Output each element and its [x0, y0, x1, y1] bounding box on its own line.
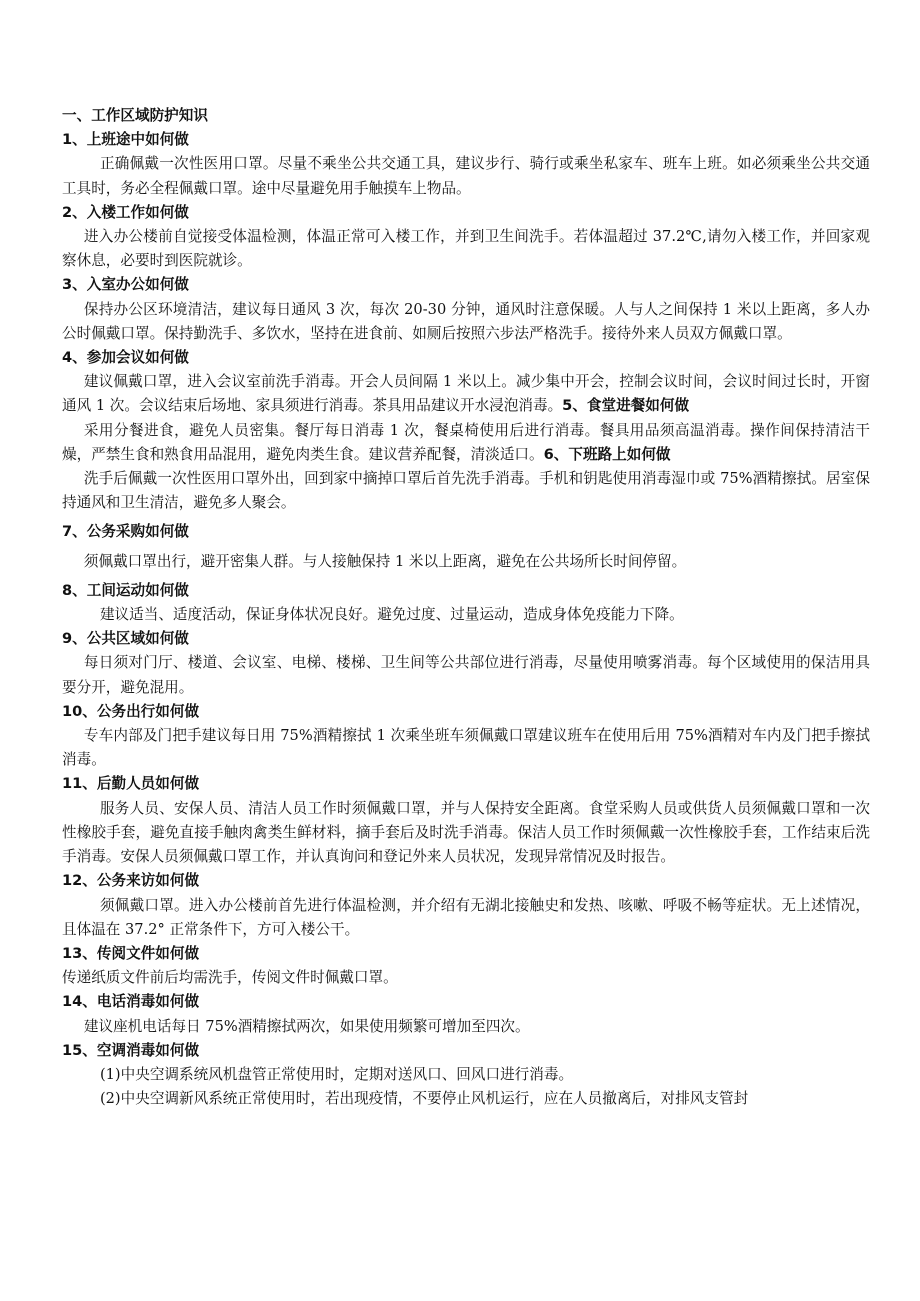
section-text-11: 服务人员、安保人员、清洁人员工作时须佩戴口罩，并与人保持安全距离。食堂采购人员或供货人员须佩戴口罩和一次性橡胶手套，避免直接手触肉禽类生鲜材料，摘手套后及时洗手消毒。保洁人员工作时须佩戴一次性橡胶手套，工作结束后洗手消毒。安保人员须佩戴口罩工作，并认真询问和登记外来人员状况，发现异常情况及时报告。: [62, 799, 870, 866]
section-heading-10: 10、公务出行如何做: [62, 702, 200, 720]
document-title: 一、工作区域防护知识: [62, 107, 208, 124]
section-text-2: 进入办公楼前自觉接受体温检测，体温正常可入楼工作，并到卫生间洗手。若体温超过 37.2℃,请勿入楼工作，并回家观察休息，必要时到医院就诊。: [62, 228, 870, 270]
section-paragraph-4: [62, 370, 870, 418]
section-text-6: 洗手后佩戴一次性医用口罩外出，回到家中摘掉口罩后首先洗手消毒。手机和钥匙使用消毒湿巾或 75%酒精擦拭。居室保持通风和卫生清洁，避免多人聚会。: [62, 470, 870, 512]
section-heading-7: 7、公务采购如何做: [62, 523, 189, 541]
section-text-12: 须佩戴口罩。进入办公楼前首先进行体温检测，并介绍有无湖北接触史和发热、咳嗽、呼吸不畅等症状。无上述情况，且体温在 37.2° 正常条件下，方可入楼公干。: [62, 896, 870, 938]
section-paragraph-5: [62, 419, 870, 467]
section-heading-3: 3、入室办公如何做: [62, 276, 189, 294]
section-text-7: 须佩戴口罩出行，避开密集人群。与人接触保持 1 米以上距离，避免在公共场所长时间停留。: [83, 552, 687, 570]
section-heading-12: 12、公务来访如何做: [62, 872, 200, 890]
section-heading-9: 9、公共区域如何做: [62, 630, 189, 648]
section-text-1: 正确佩戴一次性医用口罩。尽量不乘坐公共交通工具，建议步行、骑行或乘坐私家车、班车上班。如必须乘坐公共交通工具时，务必全程佩戴口罩。途中尽量避免用手触摸车上物品。: [62, 155, 870, 197]
list-item: (1)中央空调系统风机盘管正常使用时，定期对送风口、回风口进行消毒。: [99, 1065, 574, 1083]
section-heading-1: 1、上班途中如何做: [62, 131, 189, 149]
section-heading-13: 13、传阅文件如何做: [62, 944, 200, 962]
section-heading-11: 11、后勤人员如何做: [62, 775, 200, 793]
section-heading-5: 5、食堂进餐如何做: [562, 397, 690, 415]
document-page: [62, 104, 870, 1111]
section-heading-8: 8、工间运动如何做: [62, 581, 189, 599]
section-text-8: 建议适当、适度活动，保证身体状况良好。避免过度、过量运动，造成身体免疫能力下降。: [99, 606, 684, 624]
section-heading-4: 4、参加会议如何做: [62, 349, 189, 367]
section-text-14: 建议座机电话每日 75%酒精擦拭两次，如果使用频繁可增加至四次。: [83, 1017, 530, 1035]
section-text-13: 传递纸质文件前后均需洗手，传阅文件时佩戴口罩。: [62, 969, 398, 987]
section-text-9: 每日须对门厅、楼道、会议室、电梯、楼梯、卫生间等公共部位进行消毒，尽量使用喷雾消毒。每个区域使用的保洁用具要分开，避免混用。: [62, 654, 870, 696]
section-heading-15: 15、空调消毒如何做: [62, 1041, 200, 1059]
section-heading-14: 14、电话消毒如何做: [62, 993, 200, 1011]
list-item: (2)中央空调新风系统正常使用时，若出现疫情，不要停止风机运行，应在人员撤离后，对排风支管封: [99, 1090, 749, 1108]
section-text-10: 专车内部及门把手建议每日用 75%酒精擦拭 1 次乘坐班车须佩戴口罩建议班车在使用后用 75%酒精对车内及门把手擦拭消毒。: [62, 727, 870, 769]
section-text-3: 保持办公区环境清洁，建议每日通风 3 次，每次 20-30 分钟，通风时注意保暖。人与人之间保持 1 米以上距离，多人办公时佩戴口罩。保持勤洗手、多饮水，坚持在进食前、如厕后按照六步法严格洗手。接待外来人员双方佩戴口罩。: [62, 300, 870, 342]
section-heading-2: 2、入楼工作如何做: [62, 203, 189, 221]
section-heading-6: 6、下班路上如何做: [543, 445, 671, 463]
section-text-4: 建议佩戴口罩，进入会议室前洗手消毒。开会人员间隔 1 米以上。减少集中开会，控制会议时间，会议时间过长时，开窗通风 1 次。会议结束后场地、家具须进行消毒。茶具用品建议开水浸泡消毒。: [62, 373, 870, 415]
section-text-5: 采用分餐进食，避免人员密集。餐厅每日消毒 1 次，餐桌椅使用后进行消毒。餐具用品须高温消毒。操作间保持清洁干燥，严禁生食和熟食用品混用，避免肉类生食。建议营养配餐，清淡适口。: [62, 421, 870, 463]
